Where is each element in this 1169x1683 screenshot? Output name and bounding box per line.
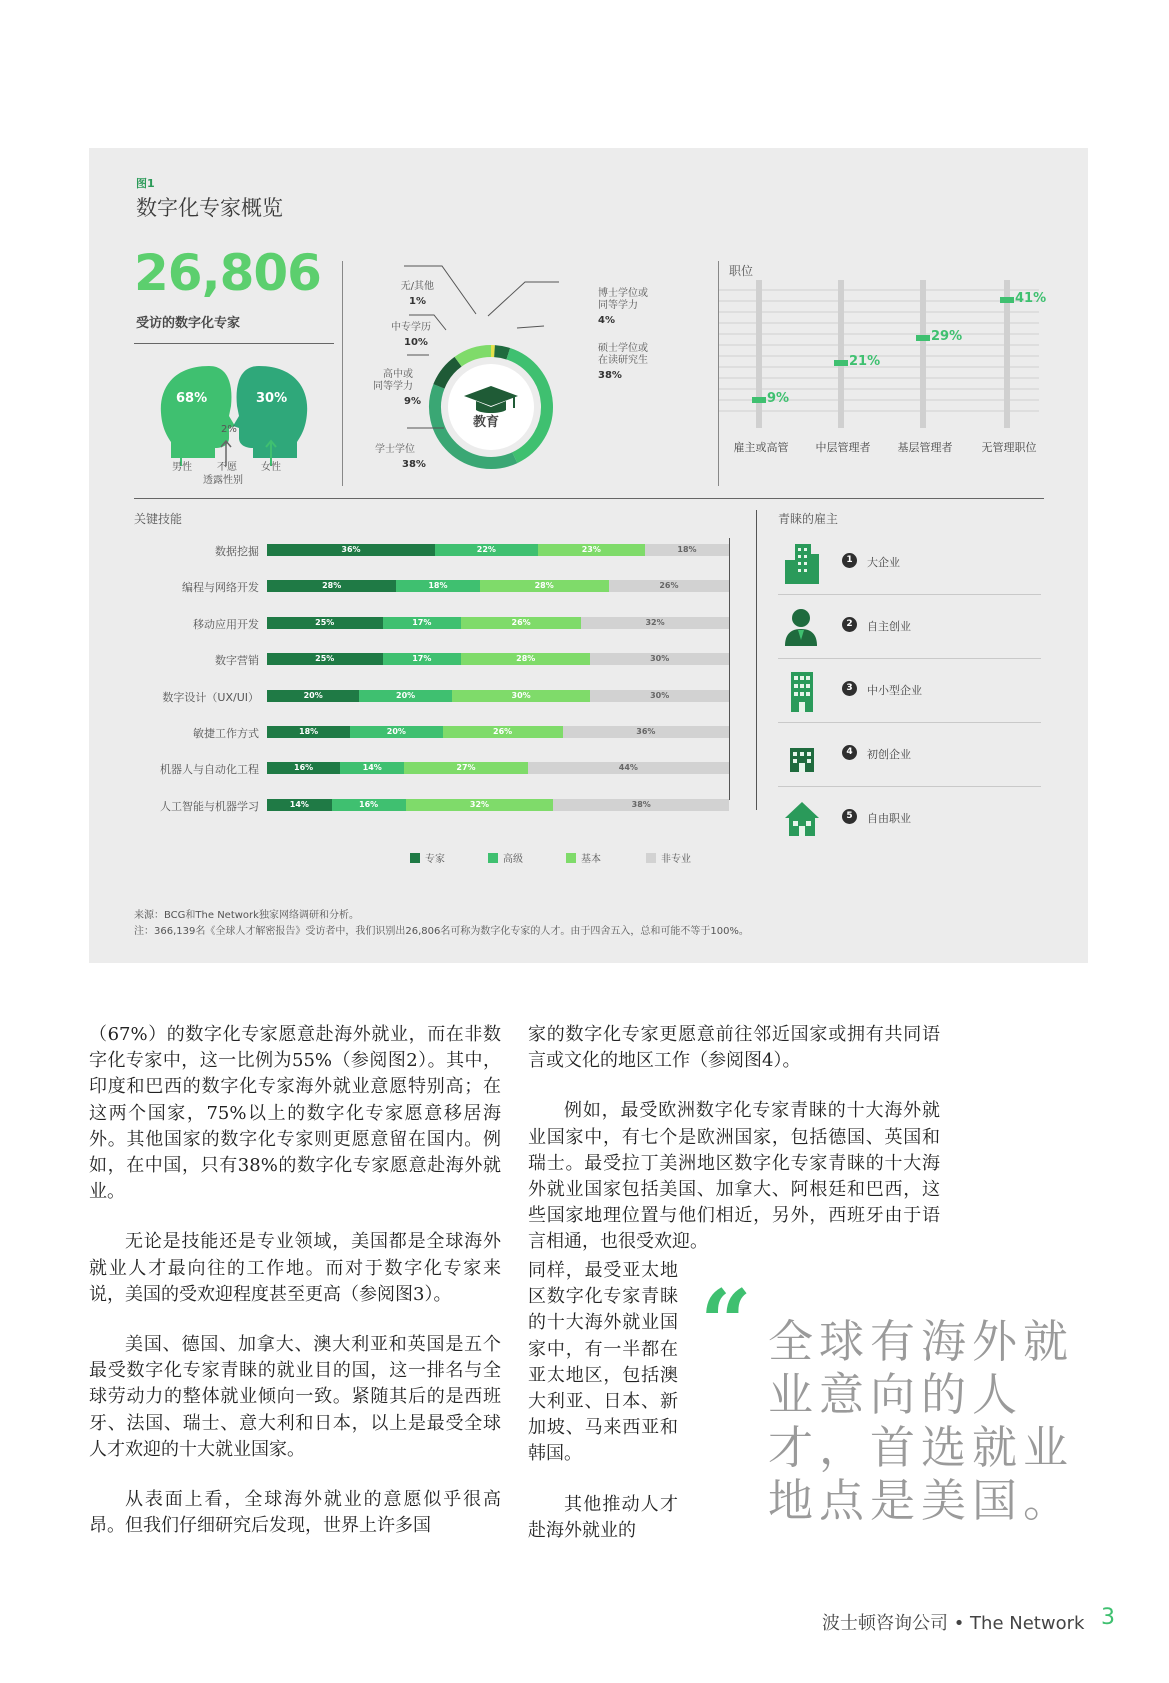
position-label: 基层管理者 xyxy=(897,441,953,454)
position-label: 雇主或高管 xyxy=(733,441,789,454)
edu-label-master-2: 在读研究生 xyxy=(598,355,648,366)
skill-segment: 26% xyxy=(443,726,563,738)
skill-segment: 28% xyxy=(480,580,609,592)
skill-segment: 20% xyxy=(267,690,359,702)
skill-label: 移动应用开发 xyxy=(193,617,259,631)
position-label: 中层管理者 xyxy=(815,441,871,454)
paragraph: 其他推动人才赴海外就业的 xyxy=(528,1493,678,1541)
edu-label-phd-1: 博士学位或 xyxy=(598,288,648,299)
employer-rank: 3 xyxy=(842,681,857,696)
skill-label: 数据挖掘 xyxy=(215,545,259,558)
legend-swatch xyxy=(410,853,420,863)
position-track xyxy=(756,280,762,428)
skyscraper-icon xyxy=(781,538,825,586)
skill-segment: 28% xyxy=(267,580,396,592)
undisclosed-label-1: 不愿 xyxy=(217,462,237,473)
employer-rank: 5 xyxy=(842,809,857,824)
employers-heading: 青睐的雇主 xyxy=(778,512,839,526)
skill-segment: 44% xyxy=(528,762,729,774)
skill-segment: 38% xyxy=(553,799,729,811)
divider xyxy=(134,498,1044,499)
skill-bar xyxy=(267,544,729,556)
employer-label: 大企业 xyxy=(867,556,900,569)
skill-segment: 28% xyxy=(461,653,590,665)
employer-rank: 1 xyxy=(842,553,857,568)
employer-row xyxy=(778,722,1041,787)
figure-title: 数字化专家概览 xyxy=(136,196,283,220)
page-number: 3 xyxy=(1101,1605,1115,1630)
skill-label: 敏捷工作方式 xyxy=(193,727,259,740)
skill-segment: 18% xyxy=(267,726,350,738)
legend-advanced xyxy=(488,850,523,865)
skill-bar xyxy=(267,690,729,702)
employer-label: 自主创业 xyxy=(867,620,911,633)
office-building-icon xyxy=(781,666,825,714)
skill-segment: 17% xyxy=(383,617,462,629)
footer-text: 波士顿咨询公司 • The Network xyxy=(822,1613,1085,1634)
education-center-label: 教育 xyxy=(473,415,500,430)
body-column-2-top xyxy=(528,1022,940,1256)
skill-label: 数字设计（UX/UI） xyxy=(162,690,259,704)
skill-segment: 25% xyxy=(267,653,383,665)
edu-pct-none: 1% xyxy=(409,296,426,307)
edu-pct-vocational: 10% xyxy=(404,337,428,348)
skill-bar xyxy=(267,617,729,629)
edu-label-master-1: 硕士学位或 xyxy=(598,343,648,354)
source-note: 来源：BCG和The Network独家网络调研和分析。 xyxy=(134,910,359,921)
divider xyxy=(756,510,757,810)
edu-label-none: 无/其他 xyxy=(400,281,434,292)
position-track xyxy=(920,280,926,428)
skill-segment: 25% xyxy=(267,617,383,629)
skill-segment: 23% xyxy=(538,544,645,556)
body-column-2-narrow xyxy=(528,1258,678,1568)
house-icon xyxy=(781,794,825,842)
legend-swatch xyxy=(566,853,576,863)
skill-segment: 30% xyxy=(452,690,591,702)
position-marker xyxy=(916,335,930,341)
position-marker xyxy=(752,397,766,403)
position-marker xyxy=(1000,297,1014,303)
female-label: 女性 xyxy=(261,462,281,473)
skills-axis-line xyxy=(729,538,730,800)
figure-label: 图1 xyxy=(136,177,155,190)
skill-bar xyxy=(267,653,729,665)
position-marker xyxy=(834,360,848,366)
legend-label: 基本 xyxy=(581,854,601,865)
skill-bar xyxy=(267,799,729,811)
skill-segment: 32% xyxy=(581,617,729,629)
edu-pct-bachelor: 38% xyxy=(402,459,426,470)
skill-label: 人工智能与机器学习 xyxy=(160,799,259,813)
employer-row xyxy=(778,658,1041,723)
skill-segment: 36% xyxy=(267,544,435,556)
skills-heading: 关键技能 xyxy=(134,512,183,526)
position-pct: 21% xyxy=(849,353,881,369)
male-pct: 68% xyxy=(176,391,208,406)
skill-segment: 16% xyxy=(332,799,406,811)
quote-mark: “ xyxy=(700,1270,752,1376)
edu-pct-phd: 4% xyxy=(598,315,615,326)
skill-bar xyxy=(267,762,729,774)
skill-segment: 18% xyxy=(645,544,729,556)
skill-label: 数字营销 xyxy=(215,654,259,668)
edu-pct-master: 38% xyxy=(598,370,622,381)
position-pct: 9% xyxy=(767,391,790,406)
skill-bar xyxy=(267,580,729,592)
position-pct: 29% xyxy=(931,328,963,344)
person-icon xyxy=(781,602,825,650)
paragraph: 无论是技能还是专业领域，美国都是全球海外就业人才最向往的工作地。而对于数字化专家来说，美国的受欢迎程度甚至更高（参阅图3）。 xyxy=(89,1231,501,1305)
skill-segment: 18% xyxy=(396,580,479,592)
skill-label: 编程与网络开发 xyxy=(182,581,259,595)
legend-swatch xyxy=(646,853,656,863)
body-column-1 xyxy=(89,1022,501,1563)
small-building-icon xyxy=(781,730,825,778)
skill-segment: 26% xyxy=(609,580,729,592)
legend-label: 非专业 xyxy=(661,854,691,865)
position-label: 无管理职位 xyxy=(981,441,1037,454)
legend-label: 高级 xyxy=(503,854,523,865)
skill-segment: 32% xyxy=(406,799,554,811)
skill-segment: 14% xyxy=(340,762,404,774)
undisclosed-pct: 2% xyxy=(221,424,237,435)
skill-segment: 27% xyxy=(404,762,528,774)
skill-segment: 14% xyxy=(267,799,332,811)
paragraph: 从表面上看，全球海外就业的意愿似乎很高昂。但我们仔细研究后发现，世界上许多国 xyxy=(89,1489,501,1537)
female-pct: 30% xyxy=(256,391,288,406)
legend-swatch xyxy=(488,853,498,863)
skill-segment: 36% xyxy=(563,726,729,738)
legend-basic xyxy=(566,850,601,865)
skill-segment: 30% xyxy=(590,653,729,665)
edu-label-highschool-2: 同等学力 xyxy=(373,381,413,392)
footnote: 注：366,139名《全球人才解密报告》受访者中，我们识别出26,806名可称为数字化专家的人才。由于四舍五入，总和可能不等于100%。 xyxy=(134,926,749,937)
skill-bar xyxy=(267,726,729,738)
paragraph: 家的数字化专家更愿意前往邻近国家或拥有共同语言或文化的地区工作（参阅图4）。 xyxy=(528,1024,940,1072)
employer-rank: 4 xyxy=(842,745,857,760)
total-experts-number: 26,806 xyxy=(134,244,321,302)
edu-pct-highschool: 9% xyxy=(404,396,421,407)
employer-row xyxy=(778,530,1041,595)
employer-row xyxy=(778,594,1041,659)
skill-segment: 20% xyxy=(359,690,451,702)
legend-nonexpert xyxy=(646,850,691,865)
skill-label: 机器人与自动化工程 xyxy=(160,763,259,777)
paragraph: （67%）的数字化专家愿意赴海外就业，而在非数字化专家中，这一比例为55%（参阅图2）。其中，印度和巴西的数字化专家海外就业意愿特别高；在这两个国家，75%以上的数字化专家愿意移居海外。其他国家的数字化专家则更愿意留在国内。例如，在中国，只有38%的数字化专家愿意赴海外就业。 xyxy=(89,1024,501,1203)
edu-label-bachelor: 学士学位 xyxy=(375,444,415,455)
pull-quote: 全球有海外就业意向的人才，首选就业地点是美国。 xyxy=(768,1315,1075,1527)
employer-row xyxy=(778,786,1041,850)
edu-label-phd-2: 同等学力 xyxy=(598,300,638,311)
positions-chart xyxy=(719,280,1047,440)
total-experts-label: 受访的数字化专家 xyxy=(136,316,241,331)
employer-label: 中小型企业 xyxy=(867,684,922,697)
position-track xyxy=(838,280,844,428)
skill-segment: 17% xyxy=(383,653,462,665)
employer-rank: 2 xyxy=(842,617,857,632)
figure-panel xyxy=(89,148,1088,963)
edu-label-vocational: 中专学历 xyxy=(391,322,431,333)
skill-segment: 22% xyxy=(435,544,538,556)
employer-label: 自由职业 xyxy=(867,812,911,825)
male-label: 男性 xyxy=(172,462,192,473)
undisclosed-label-2: 透露性别 xyxy=(203,475,243,486)
skill-segment: 20% xyxy=(350,726,442,738)
legend-expert xyxy=(410,850,445,865)
paragraph: 美国、德国、加拿大、澳大利亚和英国是五个最受数字化专家青睐的就业目的国，这一排名与全球劳动力的整体就业倾向一致。紧随其后的是西班牙、法国、瑞士、意大利和日本，以上是最受全球人才欢迎的十大就业国家。 xyxy=(89,1334,501,1460)
paragraph: 例如，最受欧洲数字化专家青睐的十大海外就业国家中，有七个是欧洲国家，包括德国、英国和瑞士。最受拉丁美洲地区数字化专家青睐的十大海外就业国家包括美国、加拿大、阿根廷和巴西，这些国家地理位置与他们相近，另外，西班牙由于语言相通，也很受欢迎。 xyxy=(528,1100,940,1253)
skills-stacked-bar-chart xyxy=(89,538,729,818)
employer-label: 初创企业 xyxy=(867,748,911,761)
skill-segment: 30% xyxy=(590,690,729,702)
skill-segment: 26% xyxy=(461,617,581,629)
positions-heading: 职位 xyxy=(729,264,754,278)
paragraph: 同样，最受亚太地区数字化专家青睐的十大海外就业国家中，有一半都在亚太地区，包括澳大利亚、日本、新加坡、马来西亚和韩国。 xyxy=(528,1260,678,1465)
legend-label: 专家 xyxy=(425,854,445,865)
skill-segment: 16% xyxy=(267,762,340,774)
position-pct: 41% xyxy=(1015,291,1047,307)
edu-label-highschool-1: 高中或 xyxy=(383,369,413,380)
